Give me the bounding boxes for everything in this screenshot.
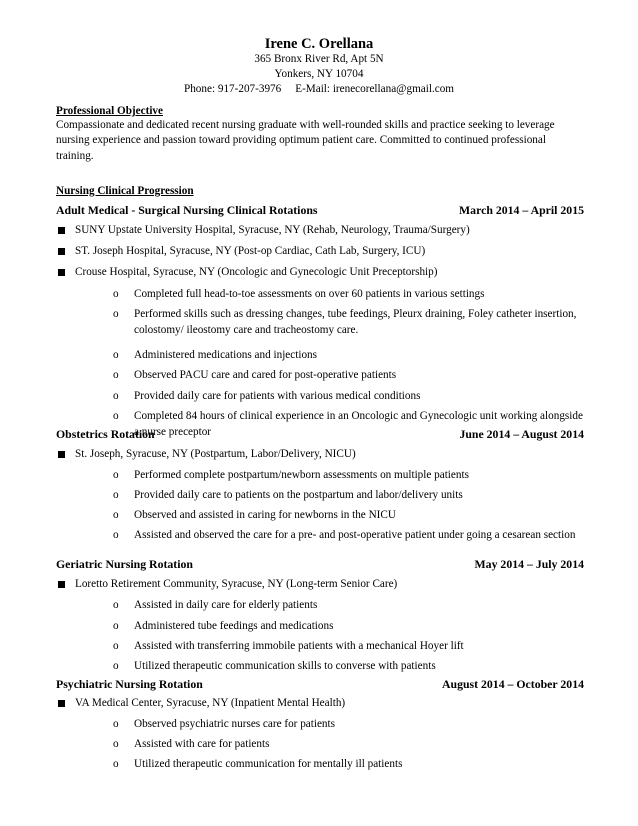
circle-bullet-icon: o bbox=[113, 390, 119, 402]
contact-line: Phone: 917-207-3976 E-Mail: irenecorellana@gmail.com bbox=[183, 83, 455, 95]
detail-text: Assisted with care for patients bbox=[134, 738, 270, 750]
rotation-dates: May 2014 – July 2014 bbox=[474, 557, 584, 571]
rotation-header bbox=[56, 203, 584, 218]
rotation-title: Obstetrics Rotation bbox=[56, 427, 155, 441]
address-line-1: 365 Bronx River Rd, Apt 5N bbox=[254, 53, 384, 65]
detail-text: Provided daily care for patients with various medical conditions bbox=[134, 390, 421, 402]
rotation-header bbox=[56, 677, 584, 692]
rotation-header bbox=[56, 427, 584, 442]
clinical-site-text: Crouse Hospital, Syracuse, NY (Oncologic and Gynecologic Unit Preceptorship) bbox=[75, 266, 438, 278]
rotation-dates: August 2014 – October 2014 bbox=[441, 677, 584, 691]
circle-bullet-icon: o bbox=[113, 489, 119, 501]
circle-bullet-icon: o bbox=[113, 620, 119, 632]
detail-text: Observed and assisted in caring for newborns in the NICU bbox=[134, 509, 396, 521]
square-bullet-icon bbox=[58, 227, 65, 234]
circle-bullet-icon: o bbox=[113, 718, 119, 730]
detail-text: Assisted and observed the care for a pre- and post-operative patient under going a cesarean section bbox=[134, 529, 576, 541]
detail-text: Performed skills such as dressing changes, tube feedings, Pleurx draining, Foley catheter insertion, colostomy/ ileostomy care and tracheostomy care. bbox=[134, 308, 577, 336]
clinical-heading: Nursing Clinical Progression bbox=[56, 185, 194, 197]
detail-text: Provided daily care to patients on the postpartum and labor/delivery units bbox=[134, 489, 463, 501]
circle-bullet-icon: o bbox=[113, 308, 119, 320]
detail-text: Completed 84 hours of clinical experience in an Oncologic and Gynecologic unit working alongside a nurse preceptor bbox=[134, 410, 583, 438]
detail-text: Performed complete postpartum/newborn assessments on multiple patients bbox=[134, 469, 469, 481]
detail-text: Administered medications and injections bbox=[134, 349, 317, 361]
address-line-2: Yonkers, NY 10704 bbox=[274, 68, 364, 80]
circle-bullet-icon: o bbox=[113, 410, 119, 422]
clinical-site-text: VA Medical Center, Syracuse, NY (Inpatient Mental Health) bbox=[75, 697, 346, 709]
circle-bullet-icon: o bbox=[113, 509, 119, 521]
detail-text: Utilized therapeutic communication for mentally ill patients bbox=[134, 758, 403, 770]
circle-bullet-icon: o bbox=[113, 529, 119, 541]
candidate-name: Irene C. Orellana bbox=[264, 36, 374, 52]
circle-bullet-icon: o bbox=[113, 599, 119, 611]
square-bullet-icon bbox=[58, 451, 65, 458]
rotation-title: Psychiatric Nursing Rotation bbox=[56, 677, 203, 691]
detail-text: Administered tube feedings and medications bbox=[134, 620, 334, 632]
circle-bullet-icon: o bbox=[113, 349, 119, 361]
circle-bullet-icon: o bbox=[113, 640, 119, 652]
detail-text: Observed psychiatric nurses care for patients bbox=[134, 718, 335, 730]
rotation-header bbox=[56, 557, 584, 572]
rotation-title: Adult Medical - Surgical Nursing Clinical Rotations bbox=[56, 203, 318, 217]
circle-bullet-icon: o bbox=[113, 758, 119, 770]
detail-text: Assisted in daily care for elderly patients bbox=[134, 599, 318, 611]
circle-bullet-icon: o bbox=[113, 469, 119, 481]
clinical-site-text: St. Joseph, Syracuse, NY (Postpartum, Labor/Delivery, NICU) bbox=[75, 448, 356, 460]
objective-heading: Professional Objective bbox=[56, 105, 163, 117]
square-bullet-icon bbox=[58, 700, 65, 707]
rotation-dates: June 2014 – August 2014 bbox=[459, 427, 584, 441]
detail-text: Assisted with transferring immobile patients with a mechanical Hoyer lift bbox=[134, 640, 464, 652]
circle-bullet-icon: o bbox=[113, 288, 119, 300]
objective-text: Compassionate and dedicated recent nursing graduate with well-rounded skills and practice seeking to leverage nursing experience and passion toward providing optimum patient care. Committed to continued professional training. bbox=[56, 119, 555, 162]
clinical-site-text: Loretto Retirement Community, Syracuse, NY (Long-term Senior Care) bbox=[75, 578, 398, 590]
circle-bullet-icon: o bbox=[113, 660, 119, 672]
clinical-site-text: SUNY Upstate University Hospital, Syracuse, NY (Rehab, Neurology, Trauma/Surgery) bbox=[75, 224, 470, 236]
square-bullet-icon bbox=[58, 269, 65, 276]
rotation-dates: March 2014 – April 2015 bbox=[459, 203, 584, 217]
rotation-title: Geriatric Nursing Rotation bbox=[56, 557, 193, 571]
square-bullet-icon bbox=[58, 581, 65, 588]
detail-text: Observed PACU care and cared for post-operative patients bbox=[134, 369, 397, 381]
clinical-site-text: ST. Joseph Hospital, Syracuse, NY (Post-op Cardiac, Cath Lab, Surgery, ICU) bbox=[75, 245, 426, 257]
circle-bullet-icon: o bbox=[113, 369, 119, 381]
detail-text: Completed full head-to-toe assessments on over 60 patients in various settings bbox=[134, 288, 485, 300]
detail-text: Utilized therapeutic communication skills to converse with patients bbox=[134, 660, 436, 672]
square-bullet-icon bbox=[58, 248, 65, 255]
circle-bullet-icon: o bbox=[113, 738, 119, 750]
